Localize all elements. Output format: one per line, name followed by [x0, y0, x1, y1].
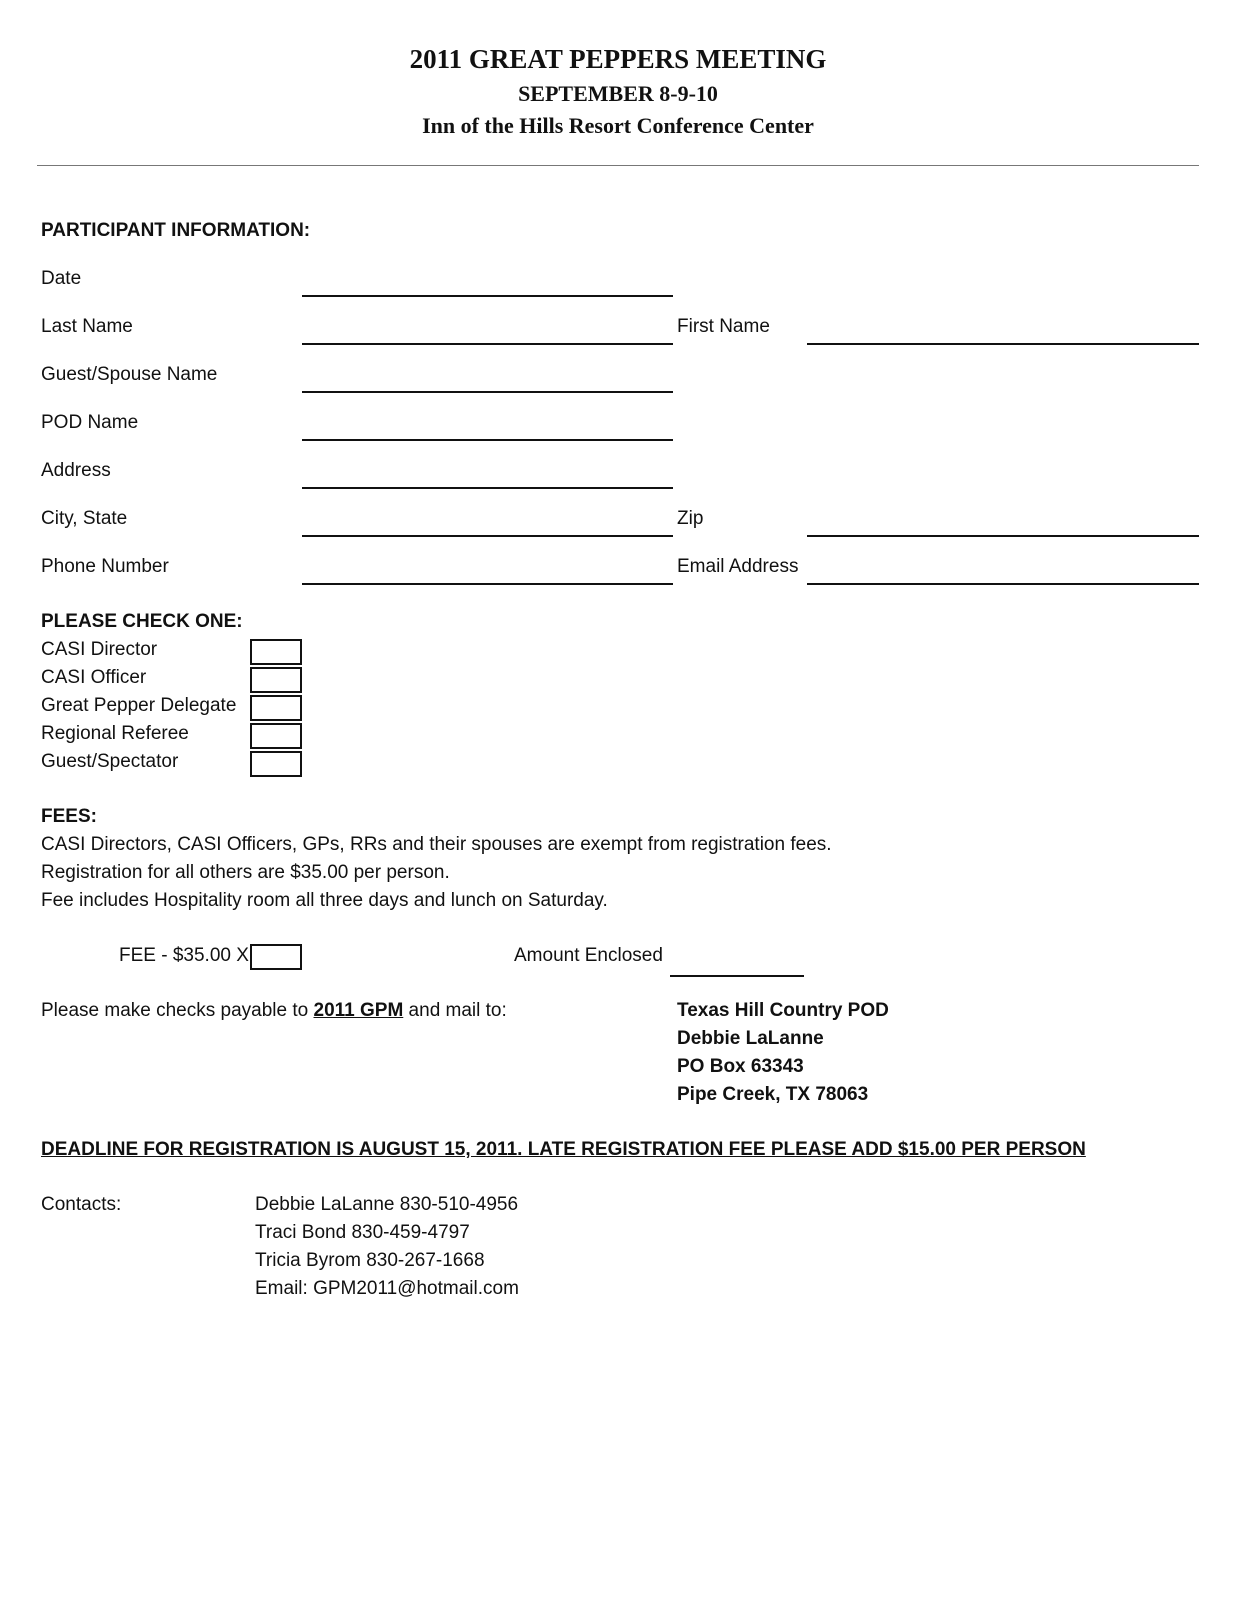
regional-referee-checkbox[interactable]: [250, 723, 302, 749]
zip-field[interactable]: [807, 535, 1199, 537]
first-name-field[interactable]: [807, 343, 1199, 345]
fees-heading: FEES:: [41, 806, 97, 827]
zip-label: Zip: [677, 508, 704, 529]
guest-name-label: Guest/Spouse Name: [41, 364, 218, 385]
header-divider: [37, 165, 1199, 166]
contact-line: Tricia Byrom 830-267-1668: [255, 1250, 485, 1271]
fee-quantity-box[interactable]: [250, 944, 302, 970]
payment-instructions: [41, 1000, 507, 1022]
mail-address-line: PO Box 63343: [677, 1056, 804, 1077]
first-name-label: First Name: [677, 316, 770, 337]
address-field[interactable]: [302, 487, 673, 489]
city-state-label: City, State: [41, 508, 128, 529]
contacts-label: Contacts:: [41, 1194, 122, 1215]
mail-address-line: Debbie LaLanne: [677, 1028, 824, 1049]
meeting-dates: SEPTEMBER 8-9-10: [518, 81, 718, 106]
contact-line: Debbie LaLanne 830-510-4956: [255, 1194, 519, 1215]
contact-email-line: Email: GPM2011@hotmail.com: [255, 1278, 519, 1299]
pod-name-field[interactable]: [302, 439, 673, 441]
guest-spectator-checkbox[interactable]: [250, 751, 302, 777]
fee-quantity-label: FEE - $35.00 X: [119, 945, 249, 966]
mail-address-line: Texas Hill Country POD: [677, 1000, 889, 1021]
phone-label: Phone Number: [41, 556, 169, 577]
casi-officer-checkbox[interactable]: [250, 667, 302, 693]
option-label: CASI Director: [41, 639, 158, 660]
pod-name-label: POD Name: [41, 412, 139, 433]
contact-line: Traci Bond 830-459-4797: [255, 1222, 470, 1243]
email-label: Email Address: [677, 556, 799, 577]
last-name-field[interactable]: [302, 343, 673, 345]
deadline-notice: DEADLINE FOR REGISTRATION IS AUGUST 15, 2011. LATE REGISTRATION FEE PLEASE ADD $15.00 PER PERSON: [41, 1139, 1086, 1160]
check-heading: PLEASE CHECK ONE:: [41, 611, 243, 632]
date-field[interactable]: [302, 295, 673, 297]
casi-director-checkbox[interactable]: [250, 639, 302, 665]
form-title: 2011 GREAT PEPPERS MEETING: [409, 44, 827, 74]
great-pepper-delegate-checkbox[interactable]: [250, 695, 302, 721]
fees-price-text: Registration for all others are $35.00 per person.: [41, 862, 450, 883]
payee-name: 2011 GPM: [313, 1000, 404, 1021]
address-label: Address: [41, 460, 111, 481]
payment-text-after: and mail to:: [403, 1000, 507, 1021]
date-label: Date: [41, 268, 82, 289]
email-field[interactable]: [807, 583, 1199, 585]
last-name-label: Last Name: [41, 316, 133, 337]
option-label: Regional Referee: [41, 723, 189, 744]
fees-exempt-text: CASI Directors, CASI Officers, GPs, RRs and their spouses are exempt from registration fees.: [41, 834, 832, 855]
fees-includes-text: Fee includes Hospitality room all three days and lunch on Saturday.: [41, 890, 608, 911]
phone-field[interactable]: [302, 583, 673, 585]
participant-heading: PARTICIPANT INFORMATION:: [41, 220, 311, 241]
city-state-field[interactable]: [302, 535, 673, 537]
option-label: Great Pepper Delegate: [41, 695, 237, 716]
payment-text-before: Please make checks payable to: [41, 1000, 314, 1021]
option-label: Guest/Spectator: [41, 751, 179, 772]
amount-enclosed-label: Amount Enclosed: [514, 945, 663, 966]
guest-name-field[interactable]: [302, 391, 673, 393]
option-label: CASI Officer: [41, 667, 147, 688]
mail-address-line: Pipe Creek, TX 78063: [677, 1084, 869, 1105]
amount-enclosed-field[interactable]: [670, 975, 804, 977]
meeting-venue: Inn of the Hills Resort Conference Center: [422, 113, 814, 138]
